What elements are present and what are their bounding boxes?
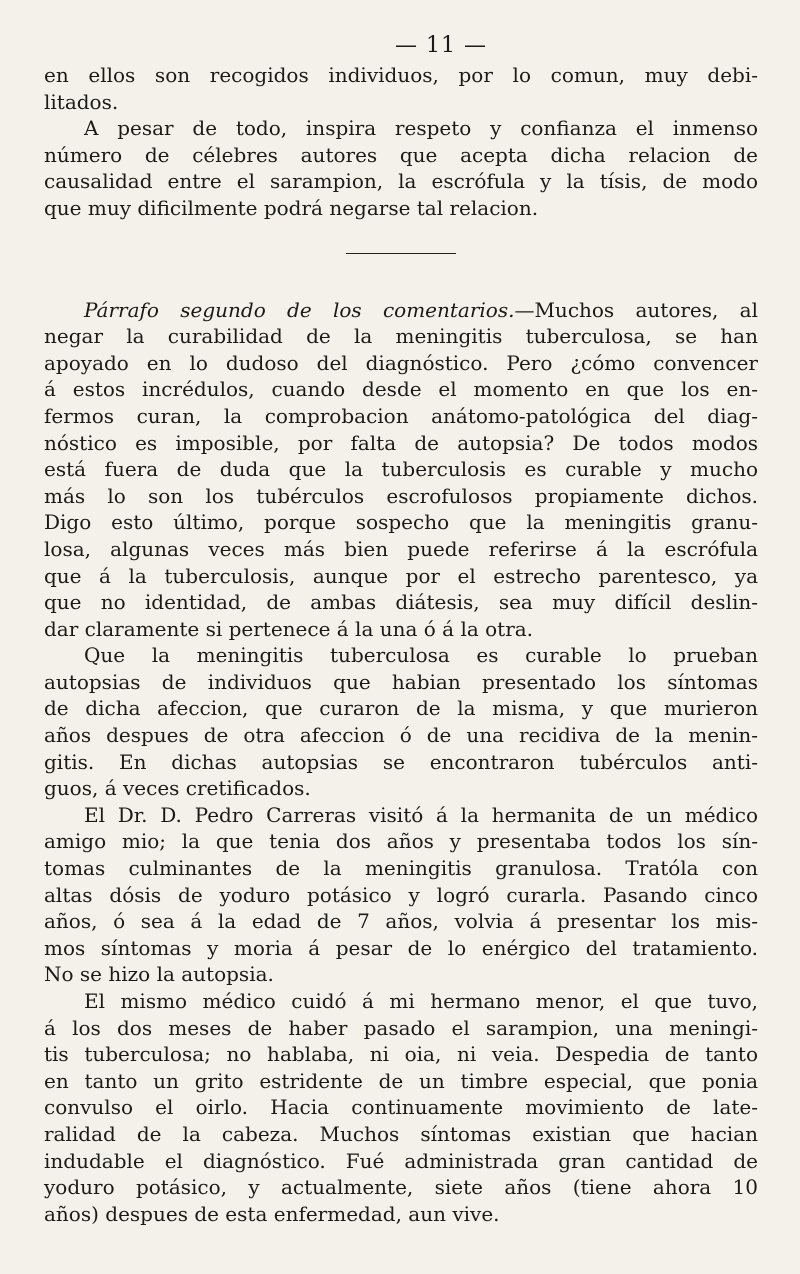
text-line: amigo mio; la que tenia dos años y presentaba todos los sín- bbox=[44, 829, 758, 854]
text-line: tomas culminantes de la meningitis granulosa. Tratóla con bbox=[44, 856, 758, 881]
text-line: que muy dificilmente podrá negarse tal relacion. bbox=[44, 195, 539, 220]
text-line: mos síntomas y moria á pesar de lo enérgico del tratamiento. bbox=[44, 935, 758, 960]
paragraph-brother bbox=[44, 988, 758, 1227]
text-line: dar claramente si pertenece á la una ó á la otra. bbox=[44, 616, 534, 641]
text-line: que no identidad, de ambas diátesis, sea muy difícil deslin- bbox=[44, 590, 758, 615]
text-line: á los dos meses de haber pasado el sarampion, una meningi- bbox=[44, 1015, 758, 1040]
text-line: yoduro potásico, y actualmente, siete años (tiene ahora 10 bbox=[44, 1175, 758, 1200]
text-line: gitis. En dichas autopsias se encontraron tubérculos anti- bbox=[44, 749, 758, 774]
paragraph-continuation bbox=[44, 62, 758, 115]
section-title: Párrafo segundo de los comentarios. bbox=[84, 297, 515, 322]
paragraph-curable bbox=[44, 642, 758, 802]
paragraph-section-two bbox=[44, 297, 758, 643]
text-line: número de célebres autores que acepta dicha relacion de bbox=[44, 142, 758, 167]
text-line: causalidad entre el sarampion, la escrófula y la tísis, de modo bbox=[44, 169, 758, 194]
text-line: nóstico es imposible, por falta de autopsia? De todos modos bbox=[44, 430, 758, 455]
paragraph-respect bbox=[44, 115, 758, 221]
text-line: fermos curan, la comprobacion anátomo-patológica del diag- bbox=[44, 403, 758, 428]
text-line: El Dr. D. Pedro Carreras visitó á la hermanita de un médico bbox=[84, 802, 758, 827]
text-line: autopsias de individuos que habian presentado los síntomas bbox=[44, 669, 758, 694]
text-line: ralidad de la cabeza. Muchos síntomas existian que hacian bbox=[44, 1121, 758, 1146]
text-line: en ellos son recogidos individuos, por lo comun, muy debi- bbox=[44, 63, 758, 87]
page-number: — 11 — bbox=[395, 33, 487, 58]
text-line: indudable el diagnóstico. Fué administrada gran cantidad de bbox=[44, 1148, 758, 1173]
text-line: años, ó sea á la edad de 7 años, volvia á presentar los mis- bbox=[44, 909, 758, 934]
text-line: años) despues de esta enfermedad, aun vive. bbox=[44, 1201, 500, 1226]
text-line: negar la curabilidad de la meningitis tuberculosa, se han bbox=[44, 324, 758, 349]
text-line: tis tuberculosa; no hablaba, ni oia, ni veia. Despedia de tanto bbox=[44, 1042, 758, 1067]
text-line: losa, algunas veces más bien puede referirse á la escrófula bbox=[44, 536, 758, 561]
text-line: altas dósis de yoduro potásico y logró curarla. Pasando cinco bbox=[44, 882, 758, 907]
text-line: más lo son los tubérculos escrofulosos propiamente dichos. bbox=[44, 483, 758, 508]
text-line: litados. bbox=[44, 89, 119, 114]
document-page bbox=[44, 30, 758, 1227]
text-line: Digo esto último, porque sospecho que la meningitis granu- bbox=[44, 510, 758, 535]
text-line: apoyado en lo dudoso del diagnóstico. Pero ¿cómo convencer bbox=[44, 350, 758, 375]
text-line: á estos incrédulos, cuando desde el momento en que los en- bbox=[44, 377, 758, 402]
text-line: No se hizo la autopsia. bbox=[44, 962, 274, 987]
section-first-line: —Muchos autores, al bbox=[514, 297, 758, 322]
text-line: años despues de otra afeccion ó de una recidiva de la menin- bbox=[44, 723, 758, 748]
text-line: Que la meningitis tuberculosa es curable lo prueban bbox=[84, 643, 758, 668]
text-line: guos, á veces cretificados. bbox=[44, 776, 311, 801]
text-line: convulso el oirlo. Hacia continuamente movimiento de late- bbox=[44, 1095, 758, 1120]
text-line: de dicha afeccion, que curaron de la misma, y que murieron bbox=[44, 696, 758, 721]
text-line: A pesar de todo, inspira respeto y confianza el inmenso bbox=[84, 116, 758, 141]
text-line: El mismo médico cuidó á mi hermano menor, el que tuvo, bbox=[84, 989, 758, 1013]
text-line: está fuera de duda que la tuberculosis es curable y mucho bbox=[44, 457, 758, 482]
text-line: en tanto un grito estridente de un timbre especial, que ponia bbox=[44, 1068, 758, 1093]
paragraph-carreras bbox=[44, 802, 758, 988]
section-divider bbox=[346, 253, 456, 254]
text-line: que á la tuberculosis, aunque por el estrecho parentesco, ya bbox=[44, 563, 758, 588]
text-line bbox=[44, 297, 758, 324]
